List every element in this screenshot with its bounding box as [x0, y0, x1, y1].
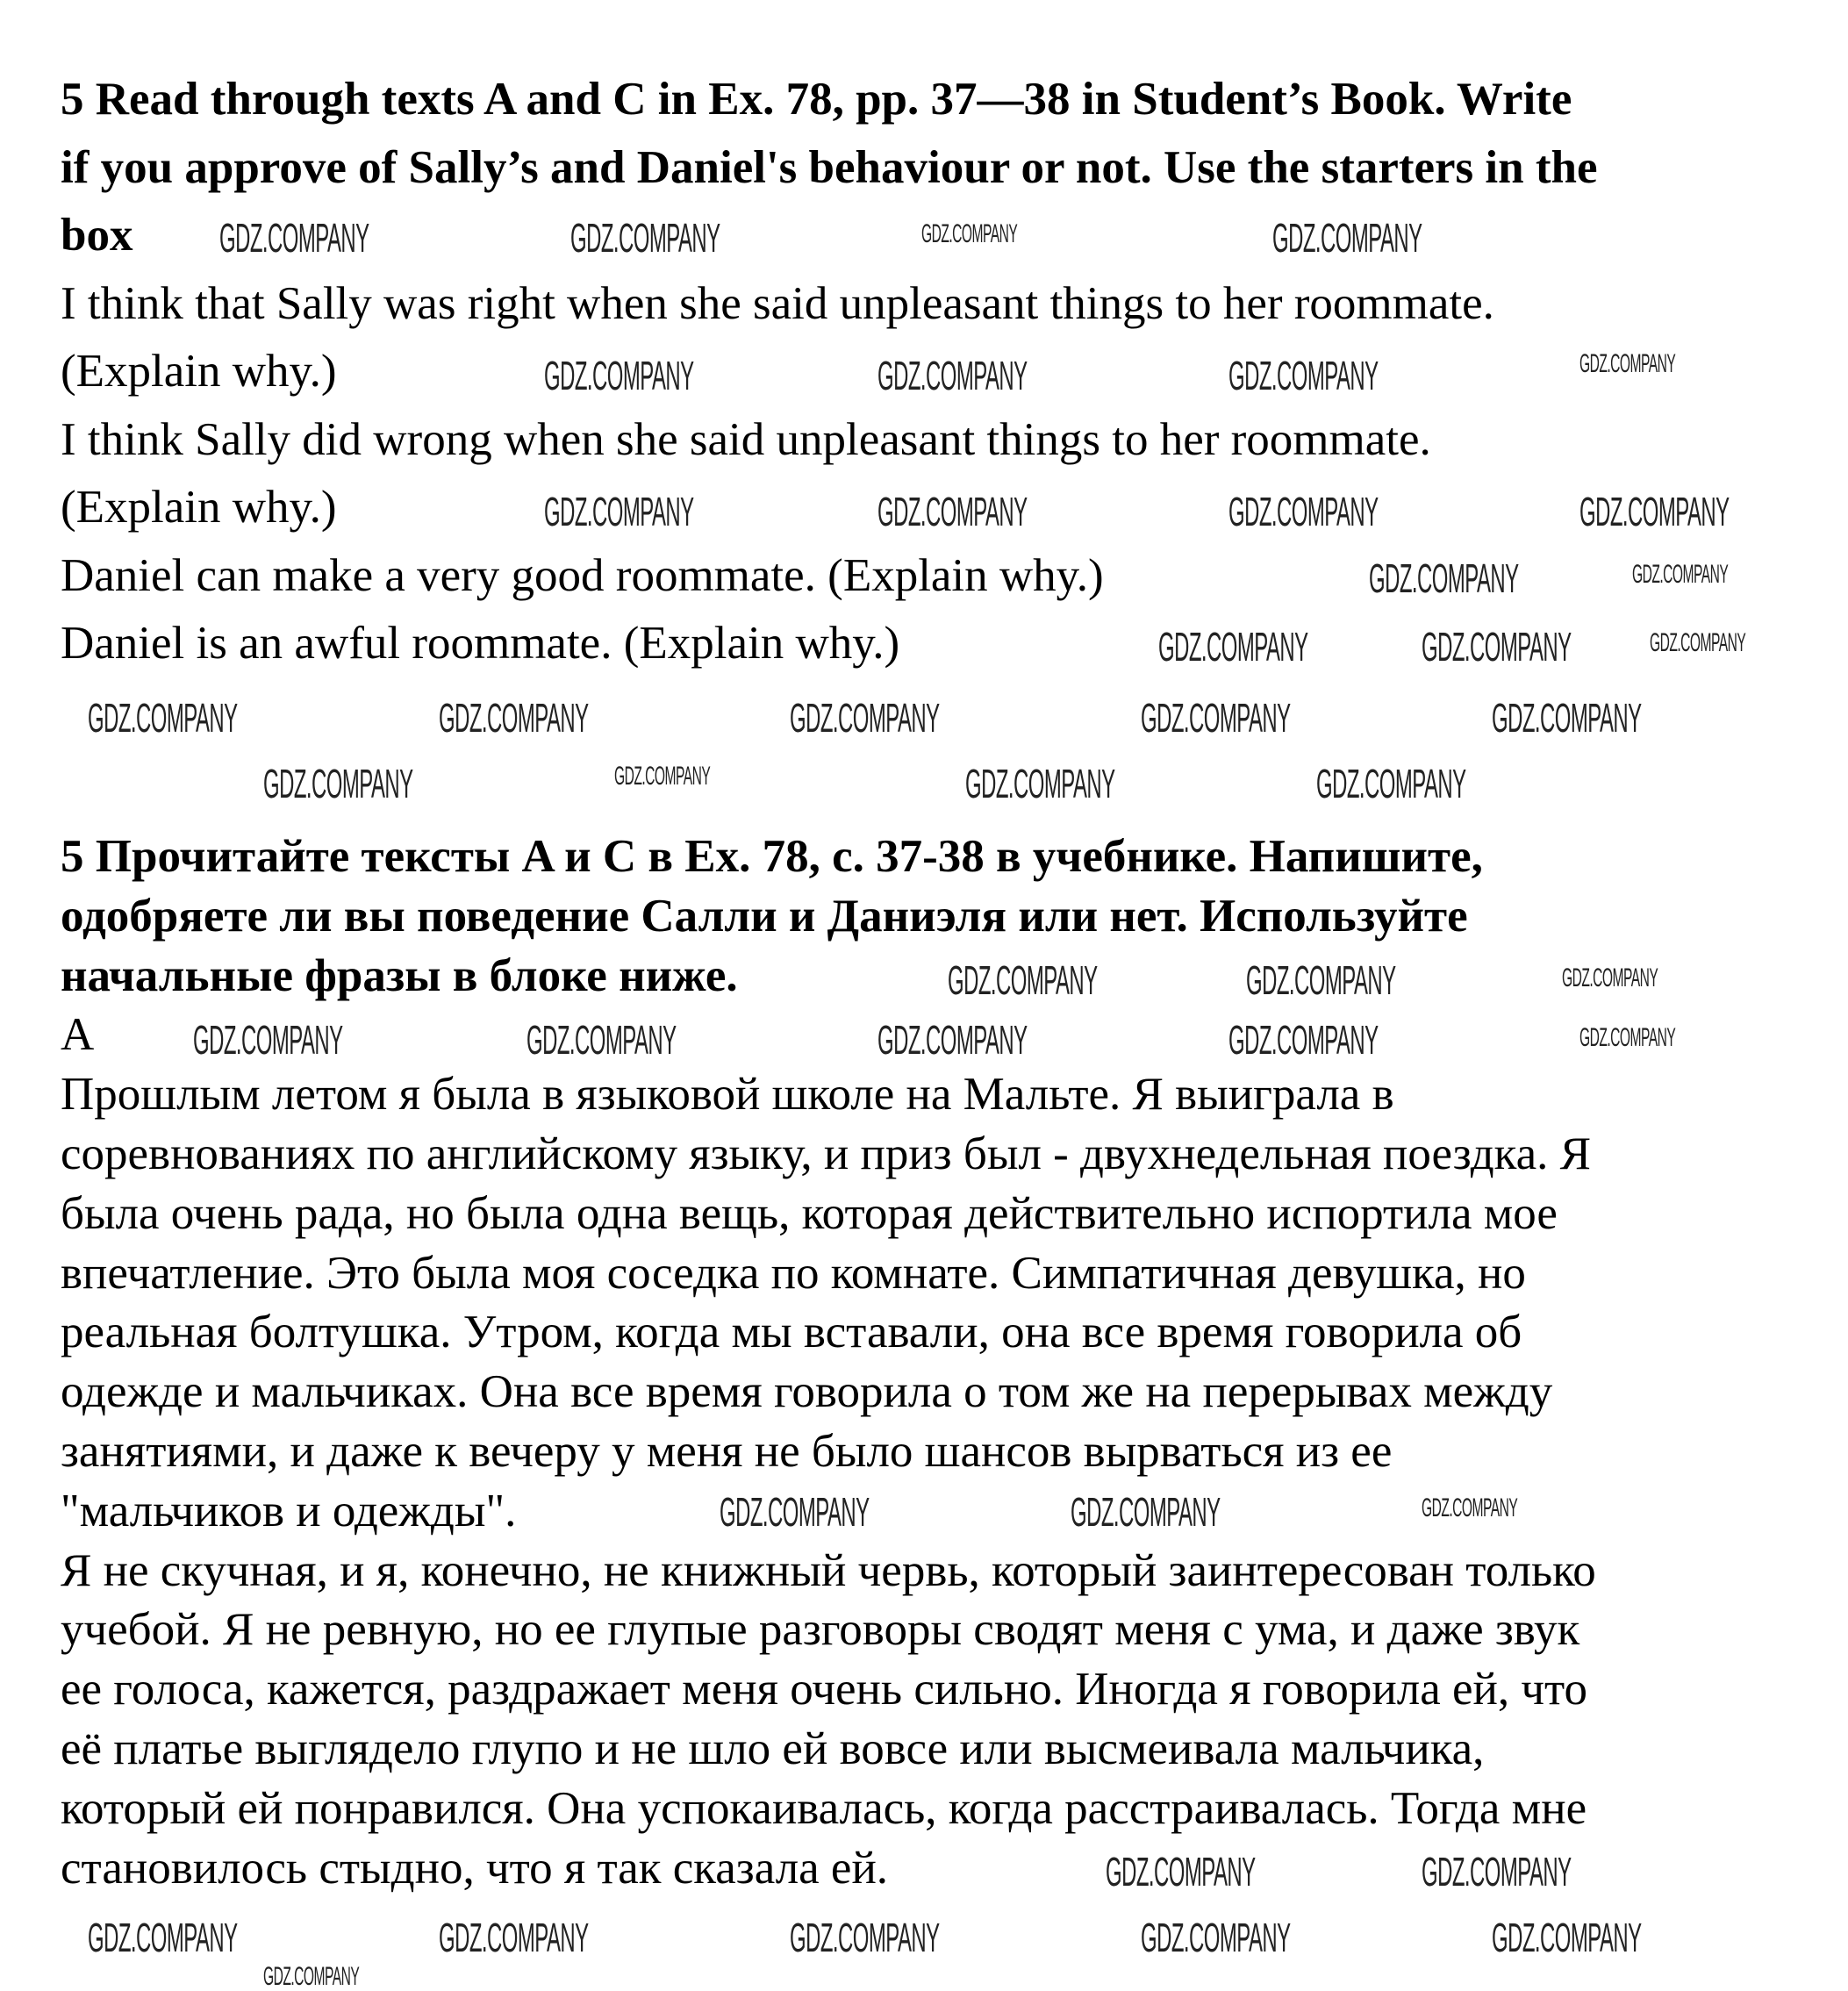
watermark: GDZ.COMPANY — [1071, 1489, 1221, 1535]
watermark: GDZ.COMPANY — [219, 215, 369, 261]
text-line: который ей понравился. Она успокаивалась, когда расстраивалась. Тогда мне — [61, 1782, 1587, 1834]
text-line: учебой. Я не ревную, но ее глупые разговоры сводят меня с ума, и даже звук — [61, 1604, 1580, 1656]
watermark: GDZ.COMPANY — [1316, 761, 1466, 806]
exercise-heading-line: 5 Read through texts A and C in Ex. 78, pp. 37—38 in Student’s Book. Write — [61, 74, 1572, 125]
text-line: занятиями, и даже к вечеру у меня не было шансов вырваться из ее — [61, 1425, 1393, 1477]
watermark: GDZ.COMPANY — [1579, 349, 1676, 378]
starter-line: Daniel can make a very good roommate. (Explain why.) — [61, 549, 1104, 601]
watermark: GDZ.COMPANY — [439, 1915, 589, 1960]
exercise-heading-line-ru: 5 Прочитайте тексты A и C в Ex. 78, с. 37-38 в учебнике. Напишите, — [61, 831, 1483, 882]
watermark: GDZ.COMPANY — [614, 762, 711, 791]
watermark: GDZ.COMPANY — [1272, 215, 1422, 261]
text-line: Я не скучная, и я, конечно, не книжный червь, который заинтересован только — [61, 1544, 1596, 1596]
text-line: реальная болтушка. Утром, когда мы вставали, она все время говорила об — [61, 1307, 1522, 1358]
starter-line: I think that Sally was right when she said unpleasant things to her roommate. — [61, 277, 1494, 329]
text-line: соревнованиях по английскому языку, и приз был - двухнедельная поездка. Я — [61, 1128, 1591, 1179]
watermark: GDZ.COMPANY — [1228, 353, 1379, 398]
exercise-heading-line-ru: одобряете ли вы поведение Салли и Даниэля или нет. Используйте — [61, 890, 1468, 942]
watermark: GDZ.COMPANY — [1579, 489, 1730, 534]
watermark: GDZ.COMPANY — [1650, 628, 1746, 657]
text-line: её платье выглядело глупо и не шло ей вовсе или высмеивала мальчика, — [61, 1722, 1485, 1774]
starter-line: (Explain why.) — [61, 346, 337, 397]
starter-line: Daniel is an awful roommate. (Explain why.) — [61, 618, 900, 669]
text-line: одежде и мальчиках. Она все время говорила о том же на перерывах между — [61, 1366, 1553, 1418]
text-line: впечатление. Это была моя соседка по комнате. Симпатичная девушка, но — [61, 1247, 1526, 1299]
starter-line: I think Sally did wrong when she said unpleasant things to her roommate. — [61, 413, 1431, 465]
watermark: GDZ.COMPANY — [1492, 695, 1642, 741]
starter-line: (Explain why.) — [61, 482, 337, 533]
watermark: GDZ.COMPANY — [1141, 1915, 1291, 1960]
watermark: GDZ.COMPANY — [1369, 555, 1519, 601]
watermark: GDZ.COMPANY — [88, 695, 238, 741]
text-line: Прошлым летом я была в языковой школе на Мальте. Я выиграла в — [61, 1069, 1394, 1121]
watermark: GDZ.COMPANY — [526, 1017, 677, 1063]
text-line: "мальчиков и одежды". — [61, 1485, 517, 1536]
text-line: была очень рада, но была одна вещь, которая действительно испортила мое — [61, 1187, 1558, 1239]
watermark: GDZ.COMPANY — [570, 215, 720, 261]
exercise-heading-line-ru: начальные фразы в блоке ниже. — [61, 949, 738, 1001]
watermark: GDZ.COMPANY — [1228, 489, 1379, 534]
watermark: GDZ.COMPANY — [1246, 957, 1396, 1003]
watermark: GDZ.COMPANY — [193, 1017, 343, 1063]
watermark: GDZ.COMPANY — [877, 353, 1028, 398]
watermark: GDZ.COMPANY — [790, 695, 940, 741]
watermark: GDZ.COMPANY — [1422, 624, 1572, 670]
watermark: GDZ.COMPANY — [263, 761, 413, 806]
watermark: GDZ.COMPANY — [877, 489, 1028, 534]
text-label: A — [61, 1009, 95, 1061]
watermark: GDZ.COMPANY — [1422, 1849, 1572, 1894]
watermark: GDZ.COMPANY — [1228, 1017, 1379, 1063]
watermark: GDZ.COMPANY — [88, 1915, 238, 1960]
watermark: GDZ.COMPANY — [965, 761, 1115, 806]
watermark: GDZ.COMPANY — [1579, 1023, 1676, 1052]
watermark: GDZ.COMPANY — [1632, 560, 1729, 589]
exercise-heading-line: box — [61, 210, 133, 261]
watermark: GDZ.COMPANY — [1106, 1849, 1256, 1894]
watermark: GDZ.COMPANY — [877, 1017, 1028, 1063]
watermark: GDZ.COMPANY — [1562, 963, 1658, 992]
watermark: GDZ.COMPANY — [720, 1489, 870, 1535]
watermark: GDZ.COMPANY — [1492, 1915, 1642, 1960]
watermark: GDZ.COMPANY — [921, 219, 1018, 248]
watermark: GDZ.COMPANY — [1158, 624, 1308, 670]
watermark: GDZ.COMPANY — [263, 1962, 360, 1991]
watermark: GDZ.COMPANY — [439, 695, 589, 741]
watermark: GDZ.COMPANY — [1422, 1493, 1518, 1522]
exercise-heading-line: if you approve of Sally’s and Daniel's behaviour or not. Use the starters in the — [61, 141, 1598, 193]
watermark: GDZ.COMPANY — [790, 1915, 940, 1960]
text-line: ее голоса, кажется, раздражает меня очень сильно. Иногда я говорила ей, что — [61, 1664, 1587, 1715]
text-line: становилось стыдно, что я так сказала ей. — [61, 1842, 889, 1894]
watermark: GDZ.COMPANY — [948, 957, 1098, 1003]
watermark: GDZ.COMPANY — [544, 353, 694, 398]
watermark: GDZ.COMPANY — [1141, 695, 1291, 741]
watermark: GDZ.COMPANY — [544, 489, 694, 534]
